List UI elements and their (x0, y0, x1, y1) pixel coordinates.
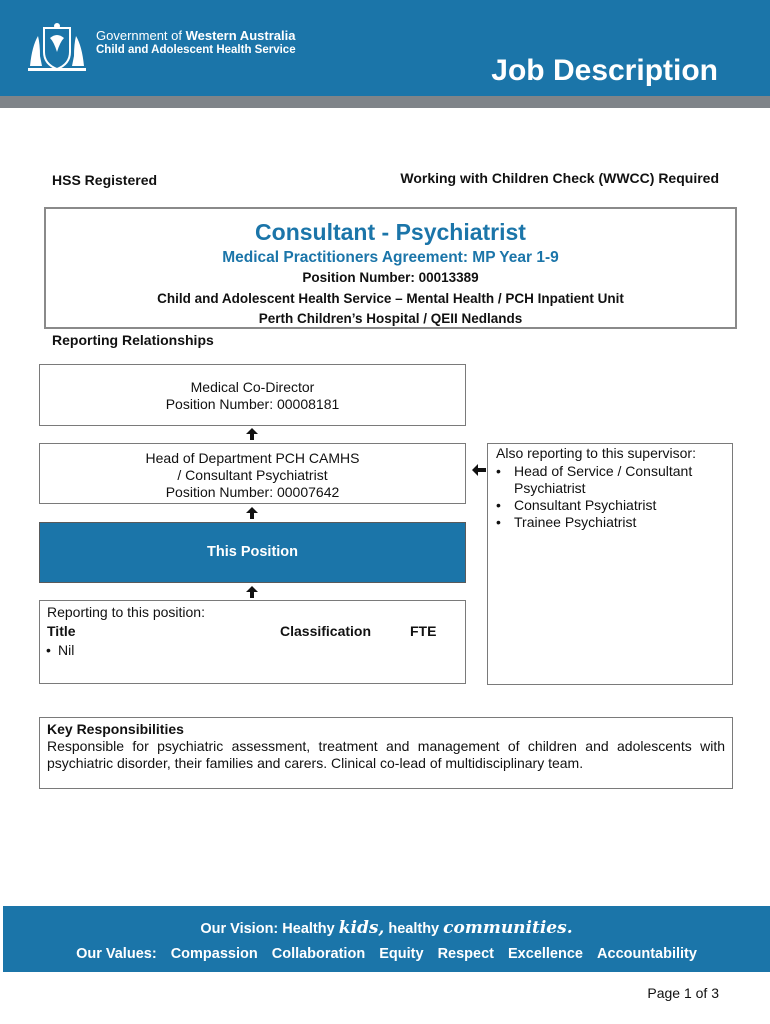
reporting-to-list (38, 642, 74, 658)
wwcc-required: Working with Children Check (WWCC) Required (400, 170, 719, 186)
co-director-number: Position Number: 00008181 (165, 396, 340, 412)
col-title: Title (47, 623, 76, 639)
key-responsibilities-text: Responsible for psychiatric assessment, treatment and management of children and adolescents with psychiatric disorder, their families and carers. Clinical co-lead of multidisciplinary team. (47, 738, 725, 771)
values-statement (3, 946, 770, 962)
list-item: • Consultant Psychiatrist (488, 497, 728, 514)
values-label: Our Values: (76, 946, 157, 962)
position-title-box (44, 207, 737, 329)
wa-government-crest-icon (22, 22, 92, 74)
hod-line-1: Head of Department PCH CAMHS (145, 450, 360, 466)
page-number: Page 1 of 3 (647, 985, 719, 1001)
head-of-department-box (39, 443, 466, 504)
col-fte: FTE (410, 623, 437, 639)
also-reporting-heading: Also reporting to this supervisor: (496, 445, 696, 461)
list-item: • Nil (38, 642, 74, 658)
header-divider (0, 96, 770, 108)
value-item: Compassion (170, 946, 258, 962)
list-item: • Head of Service / Consultant Psychiatrist (488, 463, 714, 497)
vision-communities: communities. (443, 918, 573, 938)
footer-banner (3, 906, 770, 972)
position-service: Child and Adolescent Health Service – Mental Health / PCH Inpatient Unit (157, 291, 624, 306)
hod-line-2: / Consultant Psychiatrist (177, 467, 328, 483)
position-title: Consultant - Psychiatrist (255, 219, 526, 245)
value-item: Excellence (508, 946, 583, 962)
co-director-title: Medical Co-Director (190, 379, 315, 395)
hod-number: Position Number: 00007642 (165, 484, 340, 500)
reporting-relationships-label: Reporting Relationships (52, 332, 214, 348)
reporting-to-heading: Reporting to this position: (47, 604, 205, 620)
this-position-box: This Position (39, 522, 466, 583)
value-item: Respect (437, 946, 494, 962)
arrow-up-icon (246, 586, 258, 598)
co-director-box (39, 364, 466, 426)
government-name: Government of Western Australia (96, 28, 296, 43)
key-responsibilities-heading: Key Responsibilities (47, 721, 184, 737)
key-responsibilities-box (39, 717, 733, 789)
value-item: Collaboration (271, 946, 366, 962)
position-number: Position Number: 00013389 (302, 270, 479, 285)
position-site: Perth Children’s Hospital / QEII Nedlands (258, 311, 523, 326)
vision-statement: Our Vision: Healthy kids, healthy communities. (200, 918, 573, 938)
reporting-to-box (39, 600, 466, 684)
service-name: Child and Adolescent Health Service (96, 44, 296, 56)
arrow-up-icon (246, 428, 258, 440)
also-reporting-list (488, 463, 728, 531)
value-item: Equity (379, 946, 424, 962)
arrow-left-icon (472, 464, 486, 476)
arrow-up-icon (246, 507, 258, 519)
also-reporting-box (487, 443, 733, 685)
document-title: Job Description (491, 54, 718, 87)
position-agreement: Medical Practitioners Agreement: MP Year 1-9 (222, 249, 559, 266)
value-item: Accountability (597, 946, 697, 962)
col-classification: Classification (280, 623, 372, 639)
list-item: • Trainee Psychiatrist (488, 514, 728, 531)
hss-registered: HSS Registered (52, 172, 158, 188)
vision-kids: kids, (338, 918, 385, 938)
